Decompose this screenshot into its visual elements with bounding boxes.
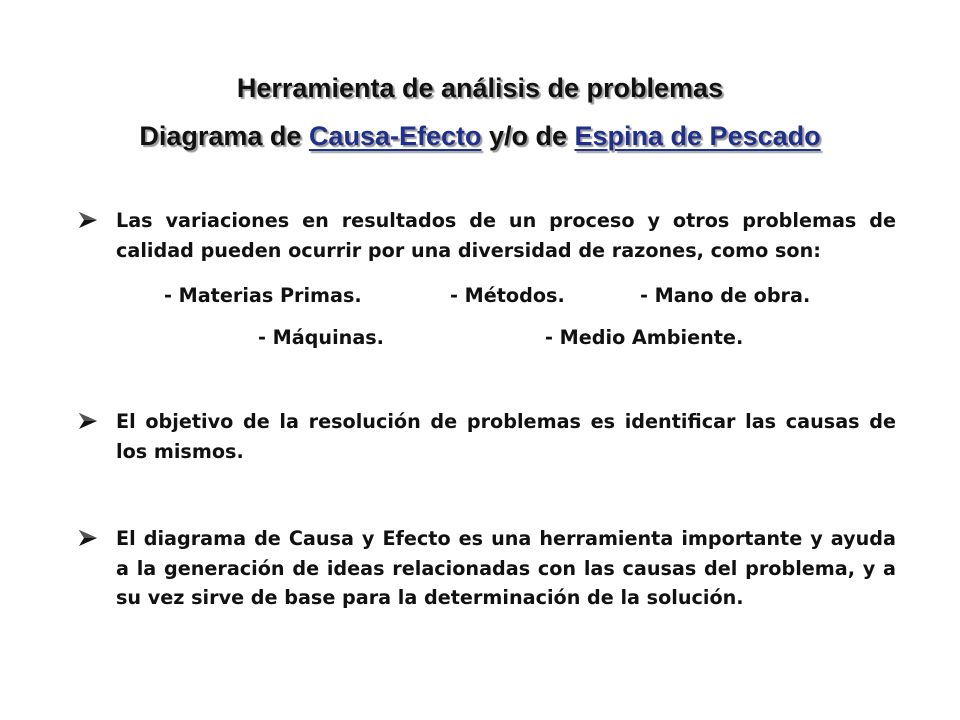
arrow-bullet-icon <box>78 412 98 430</box>
cause-metodos: - Métodos. <box>450 284 565 307</box>
cause-mano-de-obra: - Mano de obra. <box>640 284 811 307</box>
causa-efecto-link[interactable]: Causa-Efecto <box>308 121 482 151</box>
cause-materias-primas: - Materias Primas. <box>164 284 362 307</box>
bullet-text: El objetivo de la resolución de problemas es identificar las causas de los mismos. <box>116 410 896 463</box>
bullet-objetivo <box>78 407 896 466</box>
arrow-bullet-icon <box>78 211 98 229</box>
cause-maquinas: - Máquinas. <box>258 326 384 349</box>
subtitle-prefix: Diagrama de <box>139 121 309 151</box>
bullet-variaciones <box>78 206 896 265</box>
slide-title: Herramienta de análisis de problemas <box>236 73 724 103</box>
slide-subtitle <box>0 121 960 152</box>
cause-medio-ambiente: - Medio Ambiente. <box>545 326 744 349</box>
espina-de-pescado-link[interactable]: Espina de Pescado <box>574 121 821 151</box>
bullet-text: Las variaciones en resultados de un proceso y otros problemas de calidad pueden ocurrir por una diversidad de razones, como son: <box>116 209 896 262</box>
subtitle-middle: y/o de <box>481 121 575 151</box>
arrow-bullet-icon <box>78 529 98 547</box>
bullet-text: El diagrama de Causa y Efecto es una herramienta importante y ayuda a la generación de ideas relacionadas con las causas del problema, y a su vez sirve de base para la determinación de la solución. <box>116 527 896 609</box>
bullet-diagrama <box>78 524 896 613</box>
